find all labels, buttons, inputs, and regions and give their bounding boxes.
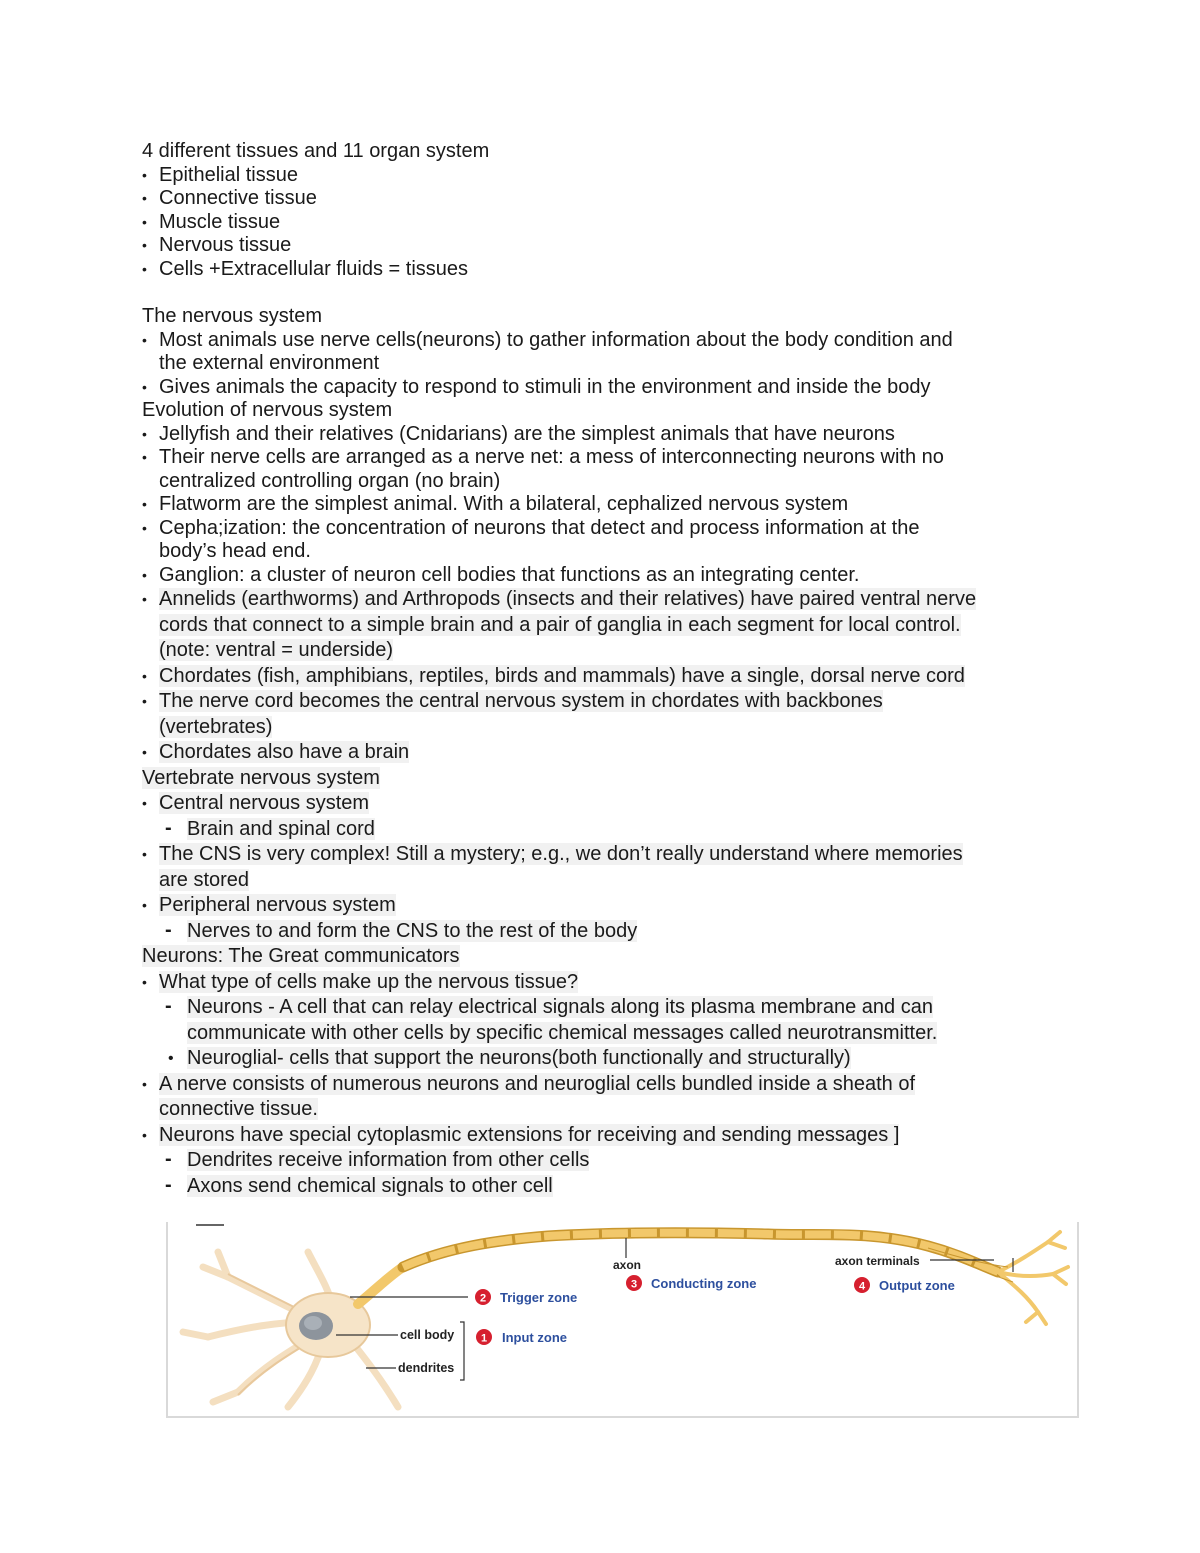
list-item: • Connective tissue	[142, 187, 1062, 211]
list-item: • Gives animals the capacity to respond to stimuli in the environment and inside the body	[142, 376, 1062, 400]
list-item: Central nervous system	[159, 792, 370, 814]
list-item: What type of cells make up the nervous tissue?	[159, 970, 579, 993]
list-item: • Muscle tissue	[142, 211, 1062, 235]
list-item: Peripheral nervous system	[159, 894, 396, 916]
list-item-continuation: cords that connect to a simple brain and a pair of ganglia in each segment for local control.	[159, 613, 961, 636]
sub-list-item: Neurons - A cell that can relay electrical signals along its plasma membrane and can	[187, 996, 933, 1018]
section-title: The nervous system	[142, 305, 323, 327]
trigger-zone-label: Trigger zone	[500, 1290, 578, 1305]
list-item: • Most animals use nerve cells(neurons) to gather information about the body condition and	[142, 329, 1062, 353]
list-item-continuation: are stored	[159, 868, 250, 891]
list-item: • Cepha;ization: the concentration of neurons that detect and process information at the	[142, 517, 1062, 541]
list-item-continuation: (vertebrates)	[159, 715, 273, 738]
list-item-continuation: body’s head end.	[159, 540, 311, 562]
list-item: • Epithelial tissue	[142, 164, 1062, 188]
sub-list-item-continuation: communicate with other cells by specific chemical messages called neurotransmitter.	[187, 1021, 938, 1044]
list-item: • Ganglion: a cluster of neuron cell bodies that functions as an integrating center.	[142, 564, 1062, 588]
list-item: Neurons have special cytoplasmic extensions for receiving and sending messages ]	[159, 1123, 900, 1146]
list-item: Annelids (earthworms) and Arthropods (insects and their relatives) have paired ventral nerve	[159, 588, 977, 610]
input-zone-bracket	[460, 1322, 464, 1380]
output-zone-label: Output zone	[879, 1278, 955, 1293]
section-title: Vertebrate nervous system	[142, 766, 380, 789]
input-zone-label: Input zone	[502, 1330, 567, 1345]
conducting-zone-number: 3	[630, 1278, 638, 1291]
dendrites-label: dendrites	[398, 1361, 455, 1375]
list-item-continuation: (note: ventral = underside)	[159, 639, 394, 661]
conducting-zone-label: Conducting zone	[651, 1276, 757, 1291]
trigger-zone-number: 2	[479, 1292, 487, 1305]
list-item-continuation: the external environment	[159, 352, 380, 374]
axon-terminals-label: axon terminals	[835, 1254, 920, 1268]
axon-hillock	[358, 1267, 403, 1304]
neuron-illustration	[168, 1222, 1077, 1416]
sub-list-item: Axons send chemical signals to other cell	[187, 1174, 553, 1197]
list-item: • Their nerve cells are arranged as a nerve net: a mess of interconnecting neurons with no	[142, 446, 1062, 470]
list-item: The nerve cord becomes the central nervous system in chordates with backbones	[159, 690, 883, 712]
sub-list-item: Dendrites receive information from other cells	[187, 1149, 590, 1171]
nucleolus-shape	[304, 1316, 322, 1330]
list-item: Chordates (fish, amphibians, reptiles, birds and mammals) have a single, dorsal nerve cord	[159, 664, 965, 687]
sub-list-item: Nerves to and form the CNS to the rest of the body	[187, 919, 638, 942]
sub-list-item: Brain and spinal cord	[187, 817, 375, 840]
sub-list-item: Neuroglial- cells that support the neurons(both functionally and structurally)	[187, 1047, 851, 1069]
section-title: 4 different tissues and 11 organ system	[142, 140, 490, 162]
neuron-diagram	[166, 1222, 1079, 1418]
list-item-continuation: centralized controlling organ (no brain)	[159, 469, 501, 492]
output-zone-number: 4	[858, 1280, 866, 1293]
list-item: • Flatworm are the simplest animal. With a bilateral, cephalized nervous system	[142, 493, 1062, 517]
axon-label: axon	[613, 1258, 642, 1272]
notes-body	[142, 140, 1062, 1199]
section-title: Evolution of nervous system	[142, 399, 393, 421]
list-item: • Cells +Extracellular fluids = tissues	[142, 258, 1062, 282]
list-item: • Jellyfish and their relatives (Cnidarians) are the simplest animals that have neurons	[142, 423, 1062, 447]
list-item-continuation: connective tissue.	[159, 1098, 318, 1120]
section-title: Neurons: The Great communicators	[142, 945, 460, 967]
axon-terminals-shape	[998, 1232, 1068, 1324]
list-item: Chordates also have a brain	[159, 741, 410, 763]
list-item: The CNS is very complex! Still a mystery; e.g., we don’t really understand where memories	[159, 843, 963, 865]
cell-body-label: cell body	[400, 1328, 455, 1342]
list-item: A nerve consists of numerous neurons and neuroglial cells bundled inside a sheath of	[159, 1072, 916, 1095]
list-item: • Nervous tissue	[142, 234, 1062, 258]
input-zone-number: 1	[480, 1332, 488, 1345]
